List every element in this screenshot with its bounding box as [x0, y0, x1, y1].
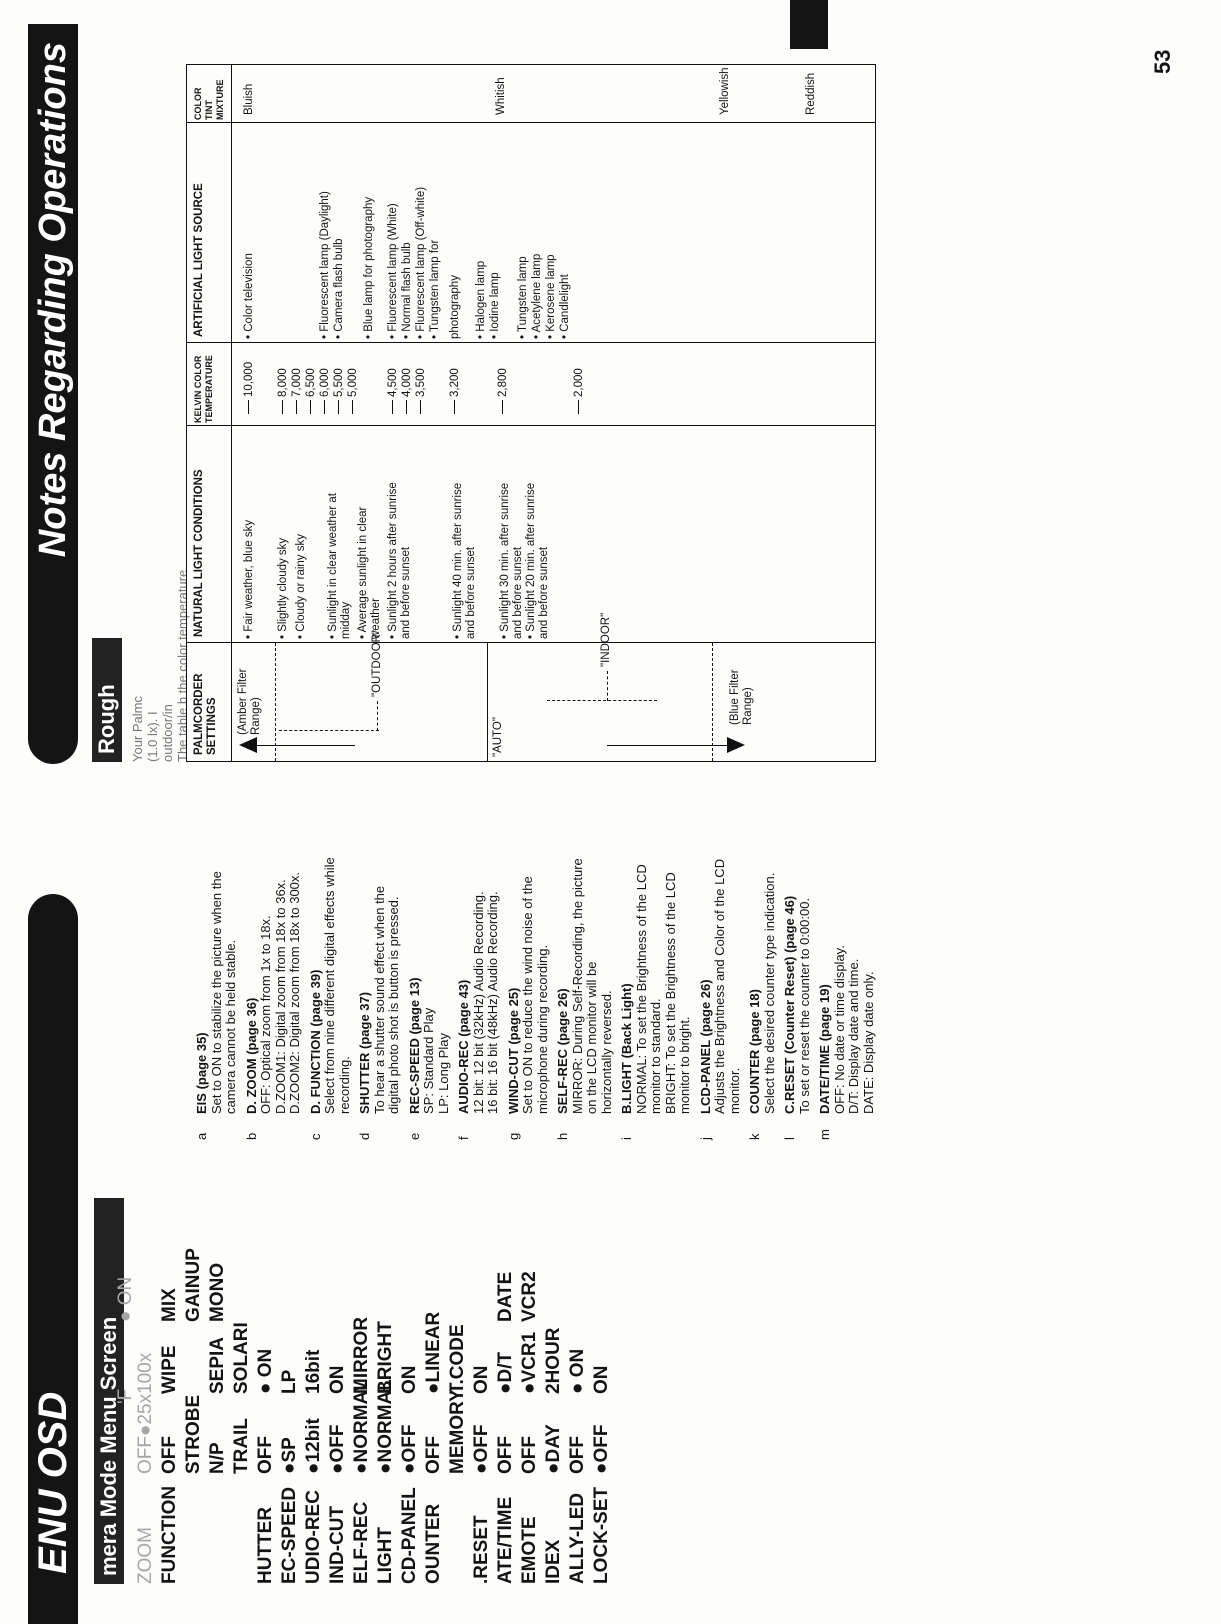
menu-option: ●12bit: [303, 1418, 324, 1474]
setting-outdoor: "OUTDOOR": [371, 630, 383, 697]
menu-option: 2HOUR: [543, 1327, 564, 1394]
artificial-light-item: • Candlelight: [559, 274, 571, 339]
kelvin-value: 10,000: [243, 362, 256, 414]
menu-option: LP: [279, 1369, 300, 1394]
artificial-light-item: • Fluorescent lamp (White): [387, 203, 399, 339]
description-line: DATE: Display date only.: [860, 971, 876, 1114]
kelvin-value: 3,500: [415, 368, 428, 414]
description-line: To hear a shutter sound effect when the: [371, 885, 387, 1114]
description-line: SHUTTER (page 37): [357, 991, 372, 1114]
natural-light-item: weather: [370, 598, 382, 639]
artificial-light-item: • Kerosene lamp: [545, 254, 557, 339]
menu-option: ●NORMAL: [351, 1379, 372, 1474]
menu-row-label: LIGHT: [375, 1527, 396, 1584]
menu-option: SOLARI: [231, 1322, 252, 1394]
description-marker: d: [357, 1132, 372, 1140]
description-line: OFF: Optical zoom from 1x to 18x.: [258, 915, 273, 1114]
description-line: digital photo shot is button is pressed.: [386, 896, 401, 1114]
kelvin-value: 8,000: [277, 368, 290, 414]
natural-light-item: • Slightly cloudy sky: [277, 537, 289, 639]
description-line: monitor.: [726, 1067, 742, 1114]
description-line: microphone during recording.: [534, 944, 550, 1114]
natural-light-item: and before sunset: [465, 546, 477, 639]
description-line: Select from nine different digital effects while: [322, 857, 337, 1114]
menu-option: ON: [399, 1365, 420, 1394]
menu-option: GAINUP: [183, 1248, 204, 1322]
natural-light-item: • Sunlight 40 min. after sunrise: [452, 482, 464, 639]
menu-option: ●SP: [279, 1437, 300, 1474]
natural-light-item: • Sunlight 2 hours after sunrise: [387, 482, 399, 639]
kelvin-value: 6,500: [305, 368, 318, 414]
menu-description: [307, 834, 353, 1140]
artificial-light-item: • Iodine lamp: [489, 272, 501, 339]
artificial-light-item: • Halogen lamp: [475, 260, 487, 339]
menu-option-faded: ● ON: [115, 1276, 136, 1322]
description-line: monitor to bright.: [677, 1016, 692, 1114]
natural-light-item: and before sunset: [400, 546, 412, 639]
camera-mode-menu-subtitle: mera Mode Menu Screen: [94, 1198, 124, 1584]
description-line: NORMAL: To set the Brightness of the LCD: [633, 864, 649, 1114]
description-line: EIS (page 35): [194, 1032, 209, 1114]
th-kelvin: KELVIN COLOR TEMPERATURE: [193, 355, 214, 423]
description-marker: i: [619, 1137, 634, 1140]
setting-auto: "AUTO": [492, 717, 504, 757]
description-marker: b: [243, 1132, 259, 1140]
description-line: DATE/TIME (page 19): [817, 984, 832, 1114]
description-line: D/T: Display date and time.: [846, 958, 861, 1114]
menu-option: VCR2: [519, 1271, 540, 1322]
description-line: REC-SPEED (page 13): [406, 977, 422, 1114]
description-line: SELF-REC (page 26): [555, 988, 570, 1114]
kelvin-value: 3,200: [449, 368, 462, 414]
menu-option: T.CODE: [447, 1324, 468, 1394]
th-tint: COLOR TINT MIXTURE: [193, 79, 225, 120]
description-marker: a: [194, 1132, 209, 1140]
menu-description: [782, 834, 812, 1140]
menu-option: ●LINEAR: [423, 1311, 444, 1394]
menu-option: OFF●25x: [135, 1393, 156, 1474]
menu-option: OFF: [255, 1436, 276, 1474]
natural-light-item: • Fair weather, blue sky: [243, 519, 255, 639]
menu-option: MIX: [159, 1288, 180, 1322]
description-marker: c: [307, 1133, 323, 1140]
intro-line: Your Palmc: [130, 696, 145, 762]
kelvin-value: 2,000: [573, 368, 586, 414]
natural-light-item: • Sunlight 20 min. after sunrise: [525, 482, 537, 639]
menu-row-label: UDIO-REC: [303, 1490, 324, 1584]
description-line: LCD-PANEL (page 26): [697, 979, 713, 1114]
artificial-light-item: • Tungsten lamp: [517, 256, 529, 339]
menu-option: OFF: [519, 1436, 540, 1474]
tint-bluish: Bluish: [243, 83, 255, 115]
natural-light-item: and before sunset: [512, 546, 524, 639]
menu-row-label: ELF-REC: [351, 1501, 372, 1584]
menu-option: ● ON: [255, 1348, 276, 1394]
natural-light-item: and before sunset: [538, 546, 550, 639]
description-line: D.ZOOM2: Digital zoom from 18x to 300x.: [287, 871, 302, 1114]
description-line: horizontally reversed.: [598, 990, 614, 1114]
kelvin-value: 5,500: [333, 368, 346, 414]
notes-header: Notes Regarding Operations: [28, 24, 78, 764]
description-line: 12 bit: 12 bit (32kHz) Audio Recording.: [470, 891, 486, 1114]
kelvin-value: 4,000: [401, 368, 414, 414]
th-natural: NATURAL LIGHT CONDITIONS: [193, 469, 205, 637]
menu-description: [619, 834, 693, 1140]
description-line: on the LCD monitor will be: [584, 961, 599, 1114]
description-marker: m: [817, 1129, 832, 1140]
tint-whitish: Whitish: [495, 77, 507, 115]
natural-light-item: • Sunlight 30 min. after sunrise: [499, 482, 511, 639]
description-marker: f: [456, 1136, 471, 1140]
intro-line: outdoor/in: [160, 704, 175, 762]
menu-option: TRAIL: [231, 1418, 252, 1474]
description-line: Set to ON to stabilize the picture when the: [208, 871, 224, 1114]
natural-light-item: • Average sunlight in clear: [357, 506, 369, 639]
menu-description: [243, 834, 303, 1140]
description-line: recording.: [336, 1056, 352, 1114]
menu-row-label: ZOOM: [135, 1527, 156, 1584]
description-line: Adjusts the Brightness and Color of the LCD: [712, 858, 727, 1114]
description-line: BRIGHT: To set the Brightness of the LCD: [662, 872, 678, 1114]
color-temperature-table: [186, 64, 876, 762]
menu-option: DATE: [495, 1271, 516, 1322]
menu-option: 100x: [135, 1352, 156, 1394]
menu-description: [194, 834, 239, 1140]
menu-option: ●D/T: [495, 1351, 516, 1394]
description-line: monitor to standard.: [648, 998, 663, 1114]
menu-option: ON: [471, 1365, 492, 1394]
menu-row-label: IDEX: [543, 1539, 564, 1584]
menu-row-label: CD-PANEL: [399, 1487, 420, 1584]
artificial-light-item: • Color television: [243, 253, 255, 339]
menu-option: N/P: [207, 1442, 228, 1474]
artificial-light-item: • Normal flash bulb: [401, 242, 413, 339]
description-line: D. FUNCTION (page 39): [307, 969, 323, 1114]
menu-option: ON: [591, 1365, 612, 1394]
menu-option: ON: [327, 1365, 348, 1394]
kelvin-value: 5,000: [347, 368, 360, 414]
menu-option: WIPE: [159, 1345, 180, 1394]
description-marker: l: [782, 1137, 797, 1140]
page-number: 53: [1150, 49, 1175, 74]
description-marker: e: [406, 1132, 422, 1140]
description-marker: g: [505, 1132, 521, 1140]
menu-option: ●VCR1: [519, 1331, 540, 1394]
menu-row-label: EC-SPEED: [279, 1486, 300, 1584]
artificial-light-item: • Acetylene lamp: [531, 253, 543, 339]
artificial-light-item: • Camera flash bulb: [333, 238, 345, 339]
menu-option: MONO: [207, 1262, 228, 1322]
menu-option: OFF: [567, 1436, 588, 1474]
menu-option: BRIGHT: [375, 1321, 396, 1394]
menu-option-faded: 'F: [115, 1388, 136, 1404]
description-line: B.LIGHT (Back Light): [619, 983, 634, 1114]
menu-description: [406, 834, 452, 1140]
kelvin-value: 4,500: [387, 368, 400, 414]
menu-row-label: ATE/TIME: [495, 1496, 516, 1584]
menu-option: ●OFF: [399, 1424, 420, 1474]
description-marker: j: [697, 1137, 713, 1140]
description-marker: k: [747, 1133, 762, 1140]
menu-option: ●DAY: [543, 1424, 564, 1474]
menu-option: ●NORMAL: [375, 1379, 396, 1474]
natural-light-item: • Sunlight in clear weather at: [327, 493, 339, 639]
menu-description: [817, 834, 876, 1140]
description-line: Set to ON to reduce the wind noise of the: [520, 876, 535, 1114]
menu-row-label: OUNTER: [423, 1503, 444, 1584]
description-line: To set or reset the counter to 0:00:00.: [796, 897, 812, 1114]
th-settings: PALMCORDER SETTINGS: [193, 673, 218, 755]
for-your-information-banner: [790, 0, 828, 49]
menu-description: [697, 834, 743, 1140]
menu-row-label: EMOTE: [519, 1516, 540, 1584]
description-line: D. ZOOM (page 36): [243, 997, 259, 1114]
description-line: OFF: No date or time display.: [831, 945, 847, 1114]
menu-option: ● ON: [567, 1348, 588, 1394]
menu-row-label: IND-CUT: [327, 1505, 348, 1584]
menu-option: OFF: [159, 1436, 180, 1474]
menu-description: [555, 834, 614, 1140]
menu-row-label: .RESET: [471, 1515, 492, 1584]
menu-row-label: FUNCTION: [159, 1485, 180, 1584]
description-line: C.RESET (Counter Reset) (page 46): [782, 895, 797, 1114]
artificial-light-item: • Blue lamp for photography: [363, 196, 375, 339]
intro-line: (1.0 lx). I: [145, 711, 160, 762]
menu-row-label: LOCK-SET: [591, 1486, 612, 1584]
menu-row-label: ALLY-LED: [567, 1492, 588, 1584]
description-line: AUDIO-REC (page 43): [456, 979, 471, 1114]
artificial-light-item: photography: [449, 275, 461, 339]
description-line: COUNTER (page 18): [747, 989, 762, 1114]
tint-yellowish: Yellowish: [719, 67, 731, 115]
menu-option: 16bit: [303, 1349, 324, 1394]
setting-indoor: "INDOOR": [600, 612, 612, 667]
description-line: LP: Long Play: [435, 1033, 451, 1114]
description-line: camera cannot be held stable.: [223, 939, 238, 1114]
description-line: MIRROR: During Self-Recording, the picture: [569, 858, 585, 1114]
menu-description: [357, 834, 402, 1140]
artificial-light-item: • Fluorescent lamp (Daylight): [319, 191, 331, 339]
tint-reddish: Reddish: [805, 72, 817, 115]
menu-option: OFF: [495, 1436, 516, 1474]
description-line: SP: Standard Play: [421, 1007, 436, 1114]
menu-option: SEPIA: [207, 1336, 228, 1394]
description-line: D.ZOOM1: Digital zoom from 18x to 36x.: [272, 879, 288, 1114]
description-line: 16 bit: 16 bit (48kHz) Audio Recording.: [485, 891, 500, 1114]
menu-description: [505, 834, 551, 1140]
menu-row-label: HUTTER: [255, 1506, 276, 1584]
menu-option: ●OFF: [327, 1424, 348, 1474]
natural-light-item: midday: [340, 601, 352, 639]
menu-osd-header: ENU OSD: [28, 894, 78, 1624]
kelvin-value: 7,000: [291, 368, 304, 414]
th-artificial: ARTIFICIAL LIGHT SOURCE: [193, 183, 205, 337]
description-marker: h: [555, 1132, 570, 1140]
menu-option: MIRROR: [351, 1316, 372, 1394]
menu-description: [747, 834, 777, 1140]
description-line: WIND-CUT (page 25): [505, 987, 521, 1114]
rough-subtitle: Rough: [92, 638, 122, 762]
menu-option: MEMORY: [447, 1389, 468, 1474]
kelvin-value: 2,800: [497, 368, 510, 414]
setting-blue: (Blue Filter Range): [729, 669, 754, 725]
menu-option: ●OFF: [591, 1424, 612, 1474]
setting-amber: (Amber Filter Range): [237, 668, 262, 735]
menu-option: STROBE: [183, 1394, 204, 1474]
artificial-light-item: • Fluorescent lamp (Off-white): [415, 186, 427, 339]
menu-option: OFF: [423, 1436, 444, 1474]
kelvin-value: 6,000: [319, 368, 332, 414]
natural-light-item: • Cloudy or rainy sky: [295, 533, 307, 639]
menu-option: ●OFF: [471, 1424, 492, 1474]
intro-line: The table b the color temperature: [175, 569, 190, 762]
description-line: Select the desired counter type indication.: [761, 872, 777, 1114]
blue-arrow-down: [727, 737, 745, 753]
menu-description: [456, 834, 501, 1140]
artificial-light-item: • Tungsten lamp for: [429, 239, 441, 339]
